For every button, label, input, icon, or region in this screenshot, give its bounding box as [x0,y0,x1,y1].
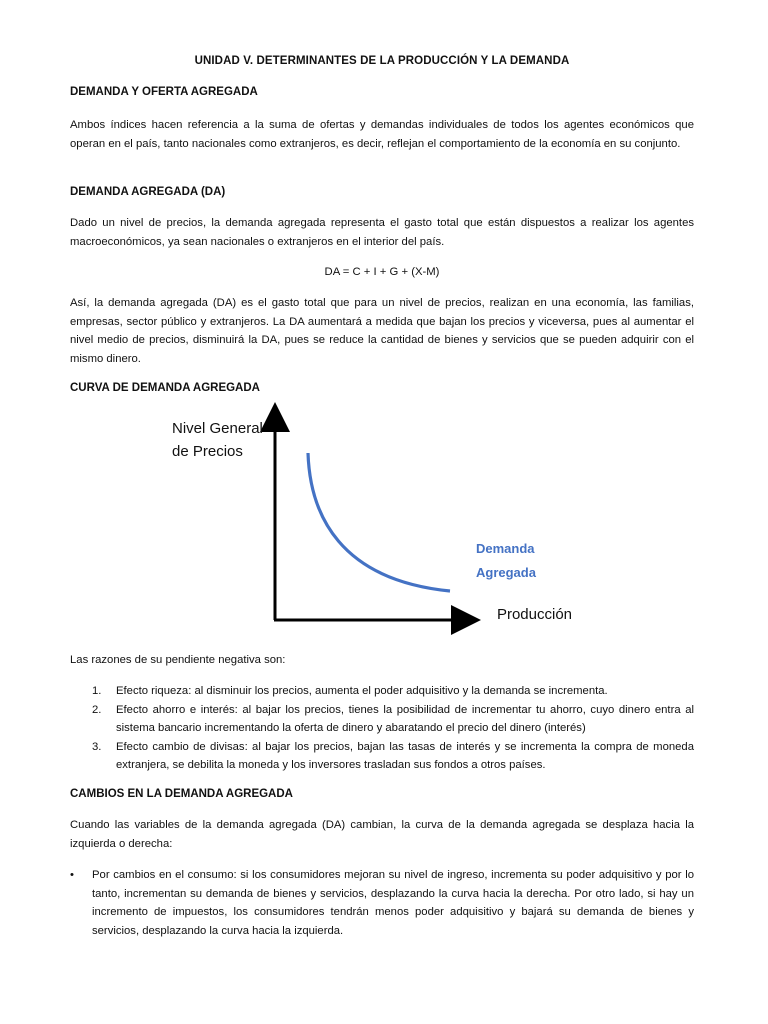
heading-curva: CURVA DE DEMANDA AGREGADA [70,382,260,394]
demand-curve [308,453,450,591]
paragraph-demanda-agregada-2: Así, la demanda agregada (DA) es el gasto total que para un nivel de precios, realizan en una economía, las familias, empresas, sector público y extranjeros. La DA aumentará a medida que bajan los precios y viceversa, pues al aumentar el nivel medio de precios, disminuirá la DA, pues se reduce la cantidad de bienes y servicios que se pueden adquirir con el mismo dinero. [70,297,694,365]
paragraph-cambios: Cuando las variables de la demanda agregada (DA) cambian, la curva de la demanda agregada se desplaza hacia la izquierda o derecha: [70,819,694,850]
paragraph-demanda-agregada: Dado un nivel de precios, la demanda agregada representa el gasto total que están dispuestos a realizar los agentes macroeconómicos, ya sean nacionales o extranjeros en el interior del país. [70,217,694,248]
demand-curve-diagram [172,405,590,637]
bullet-list [70,866,694,940]
curve-label-line1: Demanda [476,541,535,556]
formula-da: DA = C + I + G + (X-M) [324,266,440,278]
heading-cambios: CAMBIOS EN LA DEMANDA AGREGADA [70,788,293,800]
list-item [70,738,694,775]
list-item [70,701,694,738]
list-item-text: Por cambios en el consumo: si los consumidores mejoran su nivel de ingreso, incrementa su poder adquisitivo y por lo tanto, incrementan su demanda de bienes y servicios, desplazando la curva hacia la derecha. Por otro lado, si hay un incremento de impuestos, los consumidores tendrán menos poder adquisitivo y bajará su demanda de bienes y servicios, desplazando la curva hacia la izquierda. [92,869,694,937]
heading-demanda-oferta: DEMANDA Y OFERTA AGREGADA [70,86,258,98]
list-item-text: Efecto cambio de divisas: al bajar los precios, bajan las tasas de interés y se incrementa la compra de moneda extranjera, se debilita la moneda y los inversores trasladan sus fondos a otros países. [116,740,694,771]
list-item [70,682,694,701]
y-axis-label-line1: Nivel General [172,420,263,437]
y-axis-label-line2: de Precios [172,443,243,460]
document-title: UNIDAD V. DETERMINANTES DE LA PRODUCCIÓN Y LA DEMANDA [194,55,570,67]
list-item [70,866,694,940]
list-item-number: 2. [92,703,102,716]
list-item-text: Efecto riqueza: al disminuir los precios, aumenta el poder adquisitivo y la demanda se incrementa. [116,685,608,697]
paragraph-pendiente: Las razones de su pendiente negativa son: [70,654,286,666]
bullet-symbol: • [70,869,74,881]
heading-demanda-agregada: DEMANDA AGREGADA (DA) [70,186,226,198]
x-axis-label: Producción [496,606,572,623]
reasons-list [70,682,694,775]
list-item-text: Efecto ahorro e interés: al bajar los precios, tienes la posibilidad de incrementar tu ahorro, cuyo dinero entra al sistema bancario incrementando la oferta de dinero y abaratando el precio del dinero (interés) [116,703,694,734]
curve-label-line2: Agregada [476,565,536,580]
list-item-number: 3. [92,740,102,753]
paragraph-demanda-oferta: Ambos índices hacen referencia a la suma de ofertas y demandas individuales de todos los agentes económicos que operan en el país, tanto nacionales como extranjeros, es decir, reflejan el comportamiento de la economía en su conjunto. [70,119,694,150]
list-item-number: 1. [92,685,102,697]
